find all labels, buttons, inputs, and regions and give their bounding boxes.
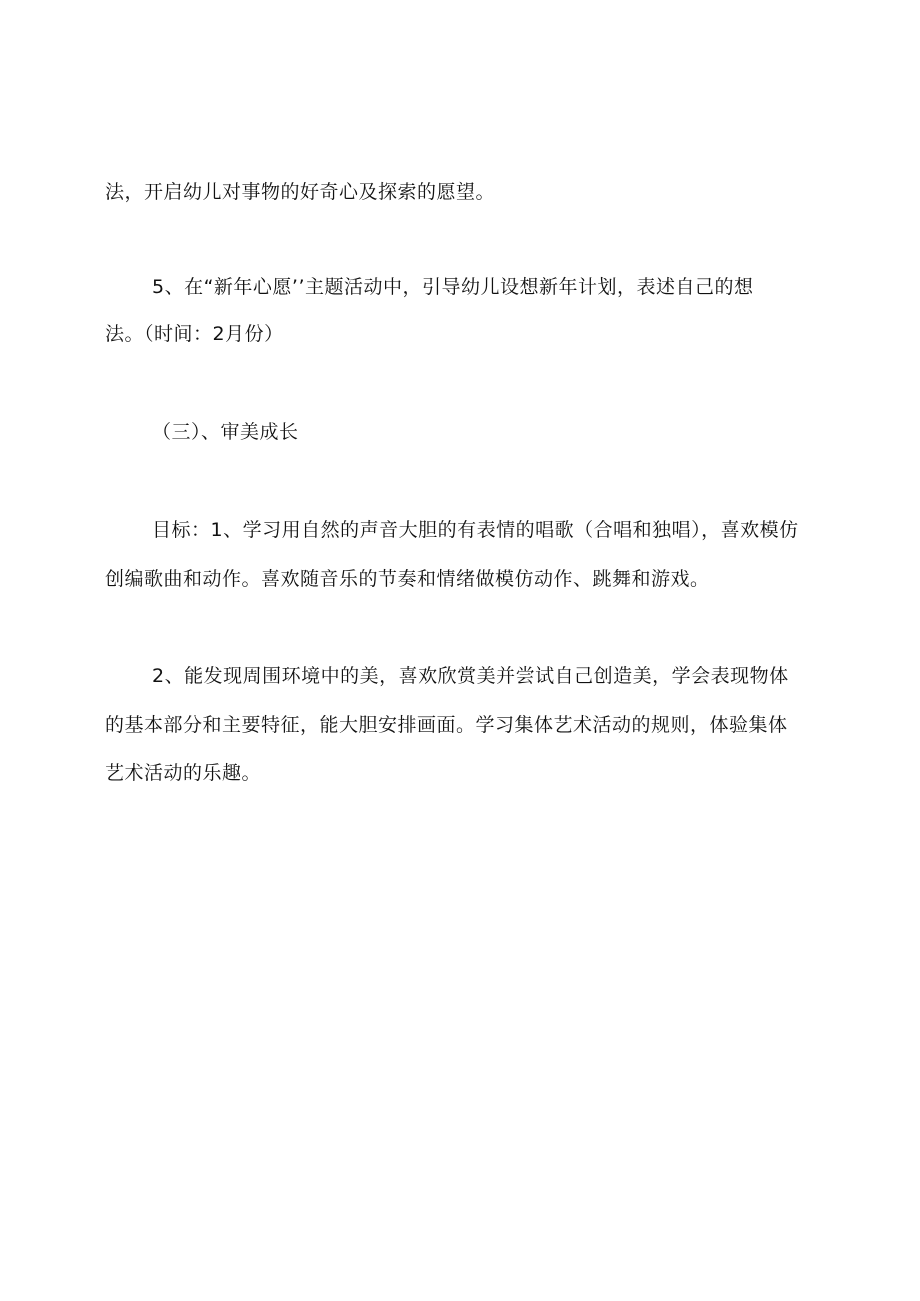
continuation-paragraph: 法，开启幼儿对事物的好奇心及探索的愿望。	[105, 181, 496, 203]
item-5-line-2: 法。（时间：2月份）	[105, 323, 284, 345]
item-2-line-3: 艺术活动的乐趣。	[105, 762, 262, 784]
item-2-line-2: 的基本部分和主要特征，能大胆安排画面。学习集体艺术活动的规则，体验集体	[105, 714, 788, 736]
item-2-line-1: 2、能发现周围环境中的美，喜欢欣赏美并尝试自己创造美，学会表现物体	[152, 665, 789, 687]
goal-line-2: 创编歌曲和动作。喜欢随音乐的节奏和情绪做模仿动作、跳舞和游戏。	[105, 568, 710, 590]
goal-line-1: 目标：1、学习用自然的声音大胆的有表情的唱歌（合唱和独唱），喜欢模仿	[152, 519, 799, 541]
section-3-heading: （三）、审美成长	[152, 421, 299, 443]
item-5-line-1: 5、在“新年心愿’’主题活动中，引导幼儿设想新年计划，表述自己的想	[152, 276, 754, 298]
